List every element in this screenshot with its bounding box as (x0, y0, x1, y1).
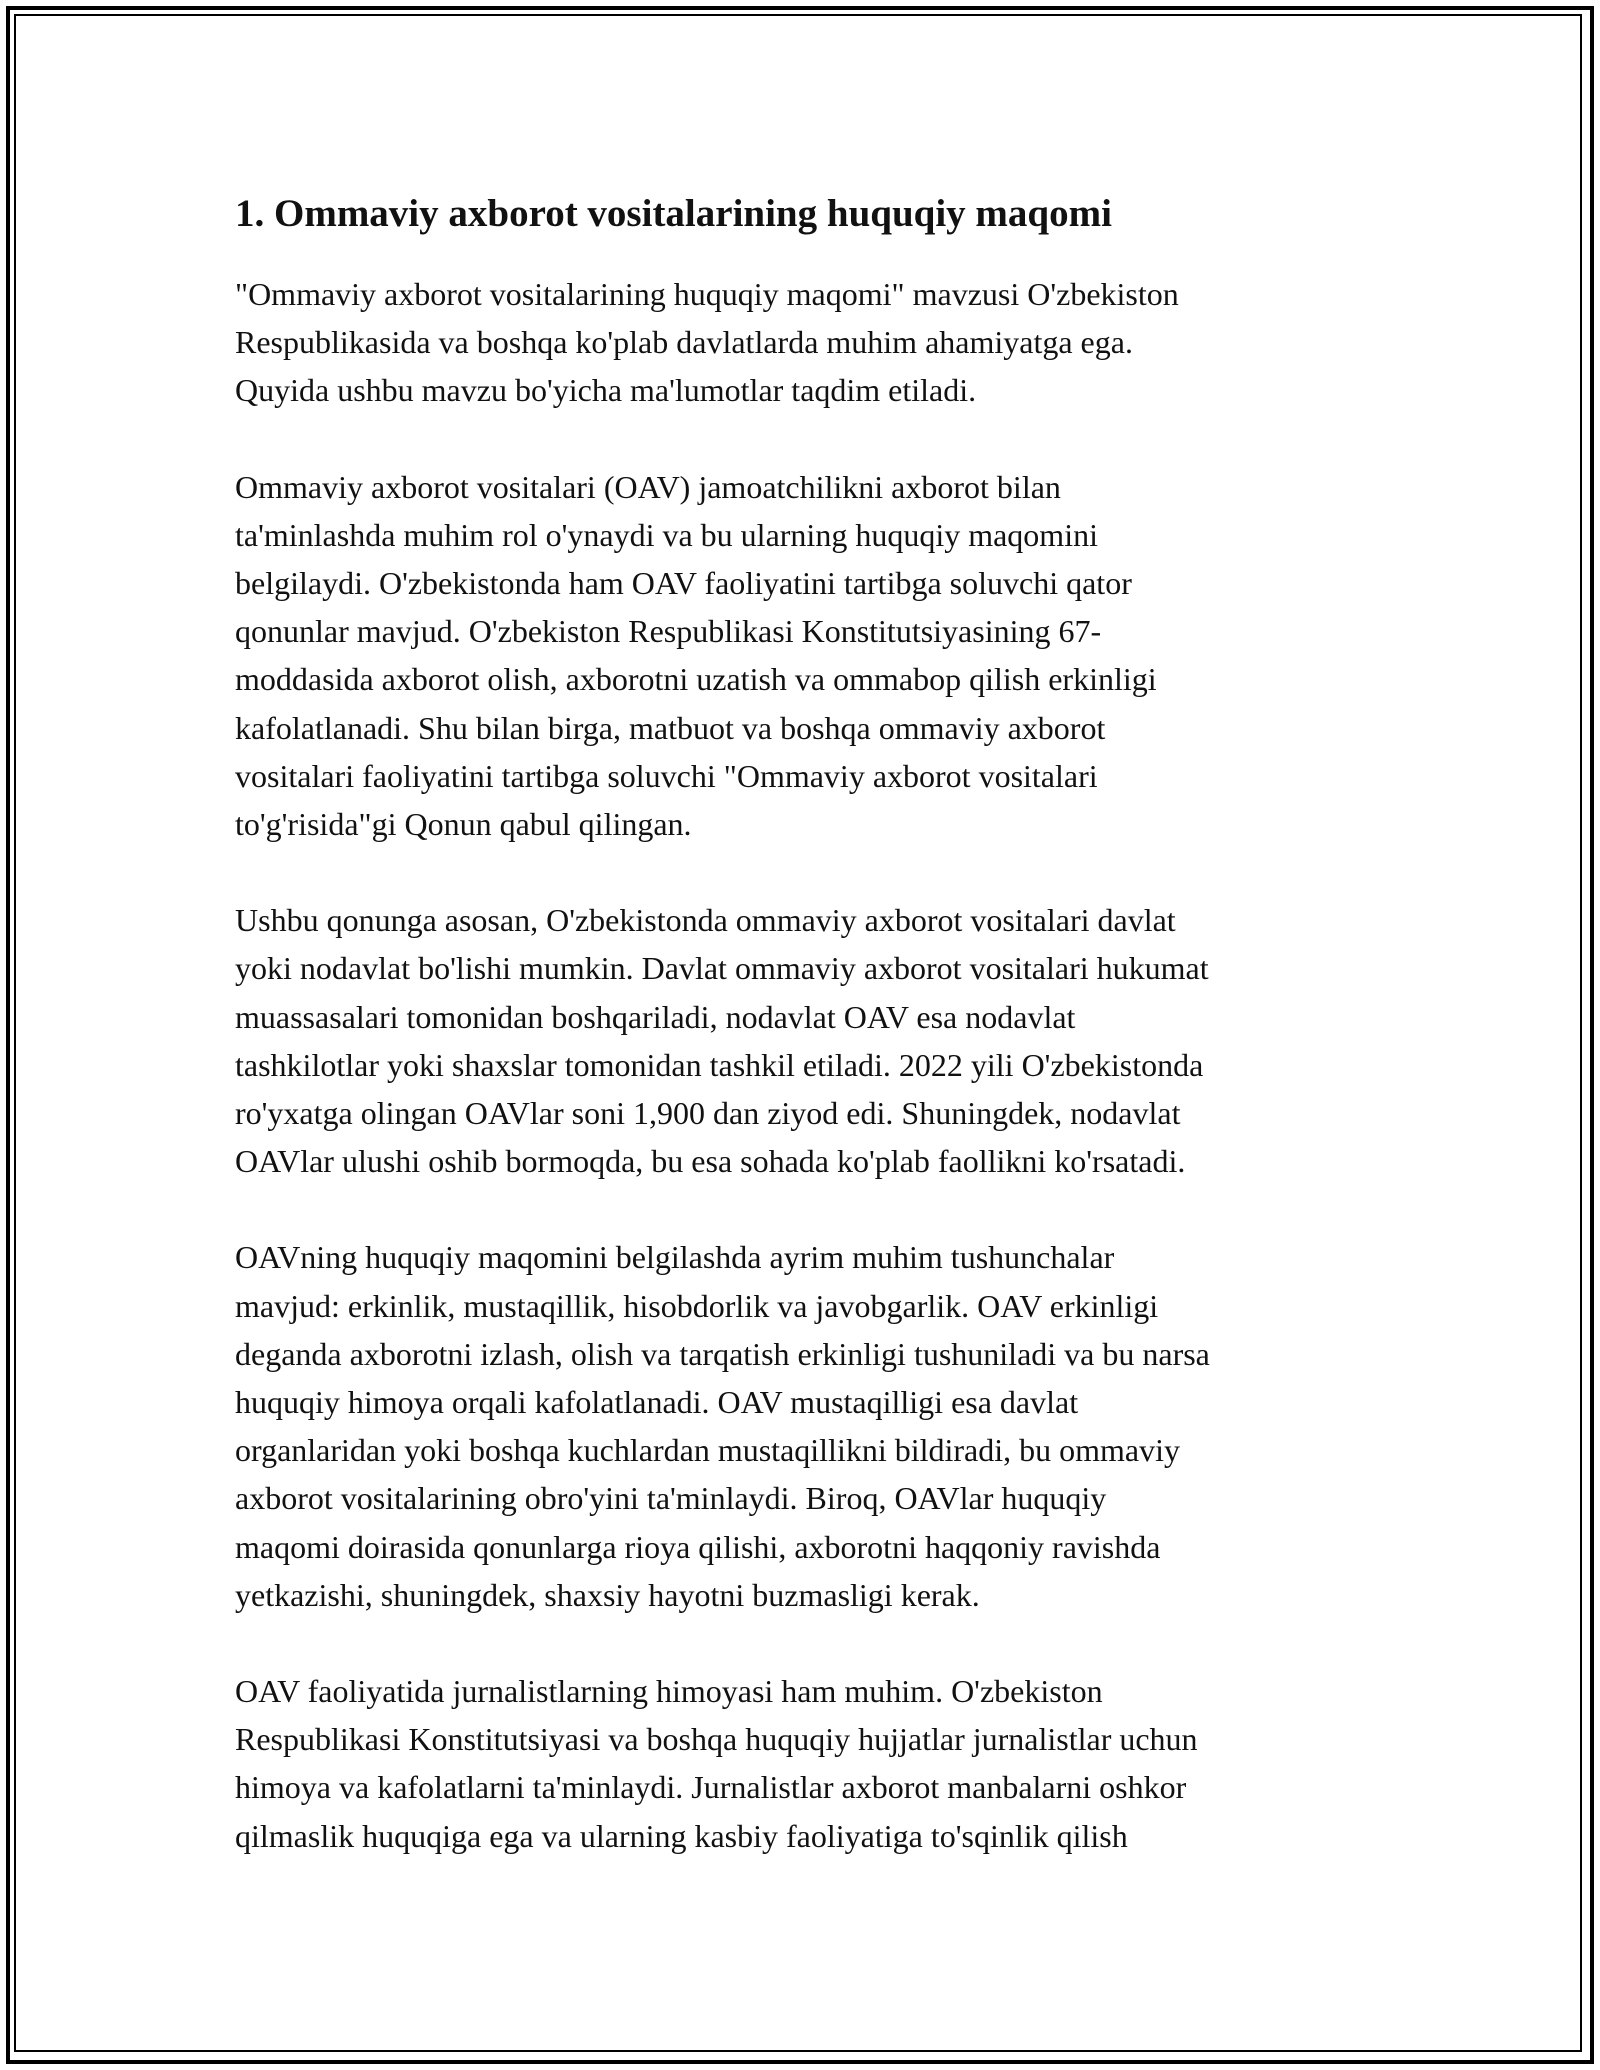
text-line: OAVlar ulushi oshib bormoqda, bu esa sohada ko'plab faollikni ko'rsatadi. (235, 1143, 1186, 1180)
document-body (235, 182, 1385, 1908)
text-line: kafolatlanadi. Shu bilan birga, matbuot va boshqa ommaviy axborot (235, 709, 1106, 746)
text-line: Ommaviy axborot vositalari (OAV) jamoatchilikni axborot bilan (235, 468, 1061, 505)
text-line: Ushbu qonunga asosan, O'zbekistonda ommaviy axborot vositalari davlat (235, 902, 1176, 939)
text-line: yoki nodavlat bo'lishi mumkin. Davlat ommaviy axborot vositalari hukumat (235, 950, 1209, 987)
paragraph-1 (235, 270, 1385, 415)
text-line: axborot vositalarining obro'yini ta'minlaydi. Biroq, OAVlar huquqiy (235, 1480, 1107, 1517)
text-line: vositalari faoliyatini tartibga soluvchi "Ommaviy axborot vositalari (235, 757, 1098, 794)
text-line: OAVning huquqiy maqomini belgilashda ayrim muhim tushunchalar (235, 1239, 1115, 1276)
text-line: moddasida axborot olish, axborotni uzatish va ommabop qilish erkinligi (235, 661, 1157, 698)
text-line: Respublikasida va boshqa ko'plab davlatlarda muhim ahamiyatga ega. (235, 324, 1133, 361)
text-line: to'g'risida"gi Qonun qabul qilingan. (235, 806, 692, 843)
paragraph-5 (235, 1667, 1385, 1860)
text-line: qonunlar mavjud. O'zbekiston Respublikasi Konstitutsiyasining 67- (235, 613, 1102, 650)
paragraph-3 (235, 896, 1385, 1185)
text-line: ro'yxatga olingan OAVlar soni 1,900 dan ziyod edi. Shuningdek, nodavlat (235, 1095, 1181, 1132)
text-line: "Ommaviy axborot vositalarining huquqiy maqomi" mavzusi O'zbekiston (235, 276, 1179, 312)
text-line: Respublikasi Konstitutsiyasi va boshqa huquqiy hujjatlar jurnalistlar uchun (235, 1721, 1198, 1758)
paragraph-2 (235, 463, 1385, 849)
text-line: himoya va kafolatlarni ta'minlaydi. Jurnalistlar axborot manbalarni oshkor (235, 1769, 1187, 1806)
text-line: mavjud: erkinlik, mustaqillik, hisobdorlik va javobgarlik. OAV erkinligi (235, 1287, 1159, 1324)
text-line: huquqiy himoya orqali kafolatlanadi. OAV mustaqilligi esa davlat (235, 1384, 1079, 1421)
text-line: OAV faoliyatida jurnalistlarning himoyasi ham muhim. O'zbekiston (235, 1673, 1103, 1710)
text-line: maqomi doirasida qonunlarga rioya qilishi, axborotni haqqoniy ravishda (235, 1528, 1161, 1565)
text-line: deganda axborotni izlash, olish va tarqatish erkinligi tushuniladi va bu narsa (235, 1335, 1210, 1372)
text-line: ta'minlashda muhim rol o'ynaydi va bu ularning huquqiy maqomini (235, 516, 1098, 553)
text-line: organlaridan yoki boshqa kuchlardan mustaqillikni bildiradi, bu ommaviy (235, 1432, 1181, 1469)
text-line: tashkilotlar yoki shaxslar tomonidan tashkil etiladi. 2022 yili O'zbekistonda (235, 1046, 1204, 1083)
text-line: belgilaydi. O'zbekistonda ham OAV faoliyatini tartibga soluvchi qator (235, 565, 1132, 602)
document-title: 1. Ommaviy axborot vositalarining huquqiy maqomi (235, 192, 1112, 235)
text-line: qilmaslik huquqiga ega va ularning kasbiy faoliyatiga to'sqinlik qilish (235, 1817, 1128, 1854)
text-line: Quyida ushbu mavzu bo'yicha ma'lumotlar taqdim etiladi. (235, 372, 977, 409)
text-line: yetkazishi, shuningdek, shaxsiy hayotni buzmasligi kerak. (235, 1576, 980, 1613)
text-line: muassasalari tomonidan boshqariladi, nodavlat OAV esa nodavlat (235, 998, 1076, 1035)
paragraph-4 (235, 1233, 1385, 1619)
